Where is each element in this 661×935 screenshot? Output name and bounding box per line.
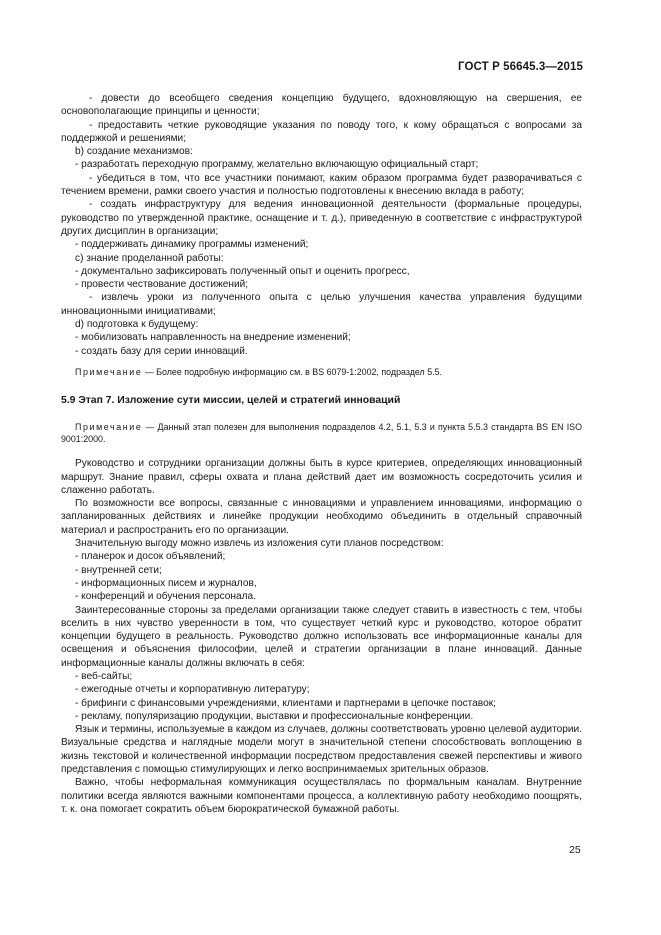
section-heading: 5.9 Этап 7. Изложение сути миссии, целей и стратегий инноваций xyxy=(61,394,401,406)
list-item: - ежегодные отчеты и корпоративную литературу; xyxy=(75,684,310,696)
paragraph: Значительную выгоду можно извлечь из изложения сути планов посредством: xyxy=(75,538,444,550)
list-item: - веб-сайты; xyxy=(75,670,133,682)
list-item: - планерок и досок объявлений; xyxy=(75,551,226,563)
list-item: - информационных писем и журналов, xyxy=(75,577,257,589)
paragraph: d) подготовка к будущему: xyxy=(75,319,199,331)
paragraph: c) знание проделанной работы: xyxy=(75,252,224,264)
document-header: ГОСТ Р 56645.3—2015 xyxy=(458,61,583,73)
list-item: - предоставить четкие руководящие указания по поводу того, к кому обращаться с вопросами за поддержкой и решениями; xyxy=(61,119,582,144)
note-label: Примечание xyxy=(75,422,143,433)
list-item: - конференций и обучения персонала. xyxy=(75,591,257,603)
paragraph: Важно, чтобы неформальная коммуникация осуществлялась по формальным каналам. Внутренние политики всегда являются важными компонентами процесса, а коллективную работу необходимо поощрять, т. к. она помогает сократить объем бюрократической бумажной работы. xyxy=(61,777,582,815)
paragraph: Заинтересованные стороны за пределами организации также следует ставить в известность с тем, чтобы вселить в них чувство уверенности в том, что существует четкий курс и руководство, которое обратит концепции будущего в реальность. Руководство должно использовать все информационные каналы для освещения и объяснения философии, целей и стратегии организации в плане инноваций. Данные информационные каналы должны включать в себя: xyxy=(61,604,582,669)
list-item: - довести до всеобщего сведения концепцию будущего, вдохновляющую на свершения, ее основополагающие принципы и ценности; xyxy=(61,93,582,118)
paragraph: Язык и термины, используемые в каждом из случаев, должны соответствовать уровню целевой аудитории. Визуальные средства и наглядные модели могут в значительной степени способствовать воплощению в жизнь текстовой и количественной информации посредством предоставления свежей перспективы и живого представления с помощью стимулирующих и легко воспринимаемых зрительных образов. xyxy=(61,724,582,776)
list-item: - извлечь уроки из полученного опыта с целью улучшения качества управления будущими инновационными инициативами; xyxy=(61,292,582,317)
list-item: - брифинги с финансовыми учреждениями, клиентами и партнерами в цепочке поставок; xyxy=(75,697,496,709)
note-label: Примечание xyxy=(75,366,143,377)
paragraph: b) создание механизмов: xyxy=(75,146,193,158)
document-body xyxy=(61,92,582,816)
list-item: - поддерживать динамику программы изменений; xyxy=(75,239,309,251)
note-text: — Данный этап полезен для выполнения подразделов 4.2, 5.1, 5.3 и пункта 5.5.3 стандарта BS EN ISO 9001:2000. xyxy=(61,422,582,445)
list-item: - документально зафиксировать полученный опыт и оценить прогресс, xyxy=(75,265,410,277)
list-item: - разработать переходную программу, желательно включающую официальный старт; xyxy=(75,159,479,171)
page-number: 25 xyxy=(569,844,581,856)
note-paragraph xyxy=(61,366,582,378)
list-item: - создать базу для серии инноваций. xyxy=(75,345,248,357)
list-item: - создать инфраструктуру для ведения инновационной деятельности (формальные процедуры, руководство по утвержденной практике, оснащение и т. д.), приведенную в соответствие с инфраструктурой других дисциплин в организации; xyxy=(61,199,582,237)
note-text: — Более подробную информацию см. в BS 6079-1:2002, подраздел 5.5. xyxy=(142,366,443,377)
list-item: - мобилизовать направленность на внедрение изменений; xyxy=(75,332,351,344)
list-item: - внутренней сети; xyxy=(75,564,162,576)
list-item: - рекламу, популяризацию продукции, выставки и профессиональные конференции. xyxy=(75,710,474,722)
note-paragraph xyxy=(61,421,582,445)
list-item: - провести чествование достижений; xyxy=(75,279,249,291)
list-item: - убедиться в том, что все участники понимают, каким образом программа будет разворачиваться с течением времени, рамки своего участия и полностью подготовлены к внесению вклада в работу; xyxy=(61,172,582,198)
paragraph: По возможности все вопросы, связанные с инновациями и управлением инновациями, информацию о запланированных действиях и линейке продукции необходимо объединить в отдельный справочный материал и распространить его по организации. xyxy=(61,498,582,536)
paragraph: Руководство и сотрудники организации должны быть в курсе критериев, определяющих инновационный маршрут. Знание правил, сферы охвата и плана действий дает им возможность сосредоточить усилия и слаженно работать. xyxy=(61,458,582,496)
